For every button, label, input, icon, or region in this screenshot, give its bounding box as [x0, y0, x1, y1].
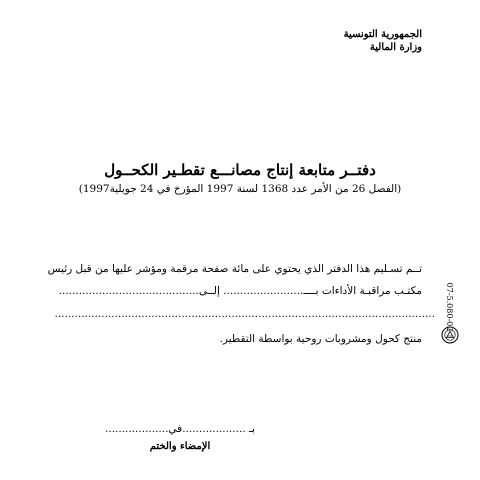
body-line-2: مكتـب مراقبـة الأداءات بــــ........................ إلــى.......................................... — [58, 285, 422, 297]
place-date-line: بـ ...................في................... — [105, 423, 255, 435]
header-ministry: وزارة المالية — [369, 42, 422, 53]
document-title: دفتــر متابعة إنتاج مصانـــع تقطـير الكحــول — [104, 161, 376, 179]
signature-label: الإمضاء والختم — [149, 441, 211, 452]
body-line-3: .................................................................................................................. — [54, 308, 435, 320]
body-line-4: منتج كحول ومشروبات روحية بواسطة التقطير. — [219, 333, 422, 345]
document-subtitle: (الفصل 26 من الأمر عدد 1368 لسنة 1997 المؤرخ في 24 جويلية1997) — [78, 183, 402, 195]
side-reference-code: 07-5.080-02 — [445, 282, 454, 332]
body-line-1: تــم تسـليم هذا الدفتر الذي يحتوي على مائة صفحة مرقمة ومؤشر عليها من قبل رئيس — [47, 263, 422, 275]
header-republic: الجمهورية التونسية — [343, 29, 422, 40]
ministry-stamp-icon — [441, 326, 459, 344]
